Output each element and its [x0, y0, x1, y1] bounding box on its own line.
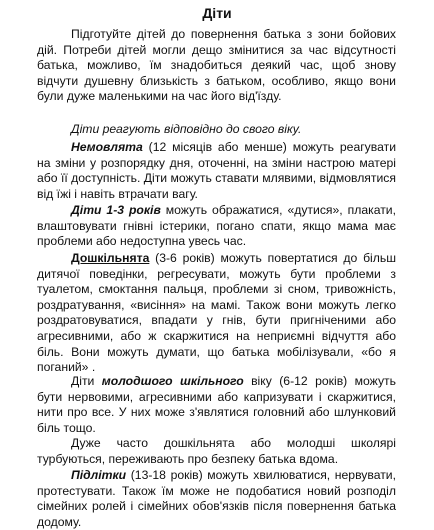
worry-paragraph: Дуже часто дошкільнята або молодші школярі турбуються, переживають про безпеку батька вдома. [37, 436, 396, 466]
infants-text: (12 місяців або менше) можуть реагувати на зміни у розпорядку дня, оточенні, на зміни настрою матері або її доступність. Діти можуть ставати млявими, відмовлятися від їжі і навіть втрачати вагу. [37, 140, 396, 201]
infants-label: Немовлята [71, 140, 143, 154]
intro-paragraph: Підготуйте дітей до повернення батька з зони бойових дій. Потреби дітей могли дещо змінитися за час відсутності батька, можливо, їм знадобиться деякий час, щоб знову відчути душевну близькість з батьком, особливо, якщо вони були дуже маленькими на час його від'їзду. [37, 27, 396, 104]
school-text: віку (6-12 років) можуть бути нервовими, агресивними або капризувати і скаржитися, нити про все. У них може з'являтися головний або шлунковий біль тощо. [37, 374, 396, 435]
preschool-label: Дошкільнята [71, 251, 150, 265]
teens-label: Підлітки [71, 468, 127, 482]
teens-text: (13-18 років) можуть хвилюватися, нервувати, протестувати. Також їм може не подобатися новий розподіл сімейних ролей і сімейних обов'язків після повернення батька додому. [37, 468, 396, 529]
school-prefix: Діти [71, 374, 102, 388]
preschool-paragraph [37, 251, 396, 376]
toddlers-label: Діти 1-3 років [71, 203, 161, 217]
teens-paragraph [37, 468, 396, 530]
school-label: молодшого шкільного [101, 374, 244, 388]
infants-paragraph [37, 140, 396, 202]
page-title: Діти [202, 5, 232, 21]
toddlers-paragraph [37, 203, 396, 250]
preschool-text: (3-6 років) можуть повертатися до більш дитячої поведінки, регресувати, можуть бути проблеми з туалетом, смоктання пальця, проблеми зі сном, тривожність, роздратування, «висіння» на мамі. Також вони можуть легко роздратовуватися, впадати у гнів, бути пригніченими або агресивними, або ж скаржитися на неприємні відчуття або біль. Вони можуть думати, що батька мобілізували, «бо я поганий» . [37, 251, 396, 375]
age-heading: Діти реагують відповідно до свого віку. [71, 122, 302, 136]
toddlers-text: можуть ображатися, «дутися», плакати, влаштовувати гнівні істерики, погано спати, якщо мама має проблеми або недоступна увесь час. [37, 203, 397, 249]
school-paragraph [37, 374, 396, 436]
